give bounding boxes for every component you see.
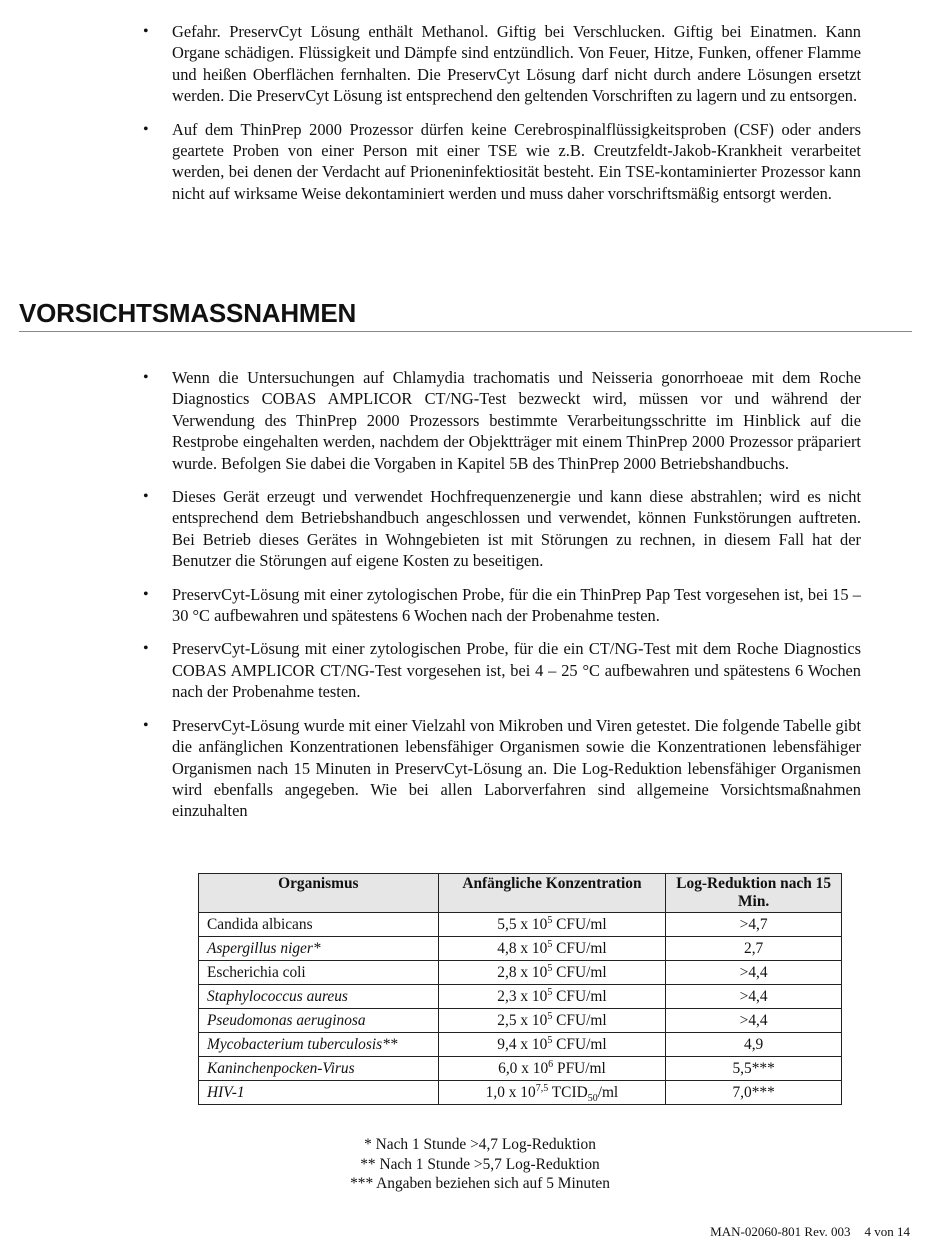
initial-concentration [438, 961, 666, 985]
header-log-reduction: Log-Reduktion nach 15 Min. [666, 874, 842, 913]
document-id: MAN-02060-801 Rev. 003 [710, 1224, 851, 1239]
page-number: 4 von 14 [864, 1224, 910, 1239]
warning-item-tse: • Auf dem ThinPrep 2000 Prozessor dürfen keine Cerebrospinalflüssigkeitsproben (CSF) oder anders geartete Proben von einer Person mit einer TSE wie z.B. Creutzfeldt-Jakob-Krankheit verarbeitet werden, bei denen der Verdacht auf Prioneninfektiosität besteht. Ein TSE-kontaminierter Prozessor kann nicht auf wirksame Weise dekontaminiert werden und muss daher vorschriftsmäßig entsorgt werden. [143, 119, 861, 205]
concentration-mantissa: 4,8 x 10 [497, 939, 548, 957]
log-reduction: 7,0*** [666, 1081, 842, 1105]
table-row [199, 1057, 842, 1081]
concentration-exp: 5 [547, 914, 553, 926]
concentration-mantissa: 2,5 x 10 [497, 1011, 548, 1029]
log-reduction: >4,7 [666, 913, 842, 937]
concentration-mantissa: 2,8 x 10 [497, 963, 548, 981]
table-footnotes [310, 1135, 650, 1194]
precaution-list [143, 367, 861, 834]
concentration-exp: 6 [548, 1058, 554, 1070]
organism-name: HIV-1 [199, 1081, 439, 1105]
initial-concentration [438, 985, 666, 1009]
precaution-item: • PreservCyt-Lösung mit einer zytologischen Probe, für die ein ThinPrep Pap Test vorgesehen ist, bei 15 – 30 °C aufbewahren und spätestens 6 Wochen nach der Probenahme testen. [143, 584, 861, 627]
initial-concentration [438, 913, 666, 937]
organism-table [198, 873, 842, 1105]
log-reduction: 5,5*** [666, 1057, 842, 1081]
concentration-mantissa: 6,0 x 10 [498, 1059, 549, 1077]
concentration-exp: 5 [547, 938, 553, 950]
initial-concentration [438, 1057, 666, 1081]
footnote: * Nach 1 Stunde >4,7 Log-Reduktion [364, 1136, 596, 1153]
concentration-unit: TCID [548, 1083, 588, 1101]
table-row [199, 937, 842, 961]
log-reduction: >4,4 [666, 1009, 842, 1033]
section-heading: VORSICHTSMASSNAHMEN [19, 296, 912, 332]
organism-name: Kaninchenpocken-Virus [199, 1057, 439, 1081]
concentration-exp: 7,5 [535, 1082, 549, 1094]
concentration-mantissa: 1,0 x 10 [485, 1083, 536, 1101]
concentration-unit: CFU/ml [552, 963, 607, 981]
initial-concentration [438, 1009, 666, 1033]
concentration-unit: CFU/ml [552, 1011, 607, 1029]
precaution-item: • Wenn die Untersuchungen auf Chlamydia trachomatis und Neisseria gonorrhoeae mit dem Roche Diagnostics COBAS AMPLICOR CT/NG-Test bezweckt wird, müssen vor und während der Verwendung des ThinPrep 2000 Prozessors bestimmte Verarbeitungsschritte im Hinblick auf die Restprobe eingehalten werden, nachdem der Objektträger mit einem ThinPrep 2000 Prozessor präpariert wurde. Befolgen Sie dabei die Vorgaben in Kapitel 5B des ThinPrep 2000 Betriebshandbuchs. [143, 367, 861, 474]
table-header-row [199, 874, 842, 913]
table-row [199, 913, 842, 937]
precaution-item: • PreservCyt-Lösung wurde mit einer Vielzahl von Mikroben und Viren getestet. Die folgende Tabelle gibt die anfänglichen Konzentrationen lebensfähiger Organismen sowie die Konzentrationen lebensfähiger Organismen nach 15 Minuten in PreservCyt-Lösung an. Die Log-Reduktion lebensfähiger Organismen wird ebenfalls angegeben. Wie bei allen Laborverfahren sind allgemeine Vorsichtsmaßnahmen einzuhalten [143, 715, 861, 822]
table-row [199, 1081, 842, 1105]
concentration-unit: CFU/ml [552, 987, 607, 1005]
table-body [199, 913, 842, 1105]
log-reduction: >4,4 [666, 985, 842, 1009]
concentration-exp: 5 [547, 1034, 553, 1046]
table-row [199, 985, 842, 1009]
initial-concentration [438, 1081, 666, 1105]
organism-name: Candida albicans [199, 913, 439, 937]
concentration-unit: CFU/ml [552, 915, 607, 933]
organism-name: Pseudomonas aeruginosa [199, 1009, 439, 1033]
log-reduction: 2,7 [666, 937, 842, 961]
concentration-exp: 5 [547, 986, 553, 998]
organism-name: Aspergillus niger* [199, 937, 439, 961]
concentration-mantissa: 5,5 x 10 [497, 915, 548, 933]
header-initial-concentration: Anfängliche Konzentration [438, 874, 666, 913]
concentration-mantissa: 9,4 x 10 [497, 1035, 548, 1053]
organism-name: Mycobacterium tuberculosis** [199, 1033, 439, 1057]
concentration-unit: CFU/ml [552, 1035, 607, 1053]
organism-name: Escherichia coli [199, 961, 439, 985]
warning-item-methanol: • Gefahr. PreservCyt Lösung enthält Methanol. Giftig bei Verschlucken. Giftig bei Einatmen. Kann Organe schädigen. Flüssigkeit und Dämpfe sind entzündlich. Von Feuer, Hitze, Funken, offener Flamme und heißen Oberflächen fernhalten. Die PreservCyt Lösung darf nicht durch andere Lösungen ersetzt werden. Die PreservCyt Lösung ist entsprechend den geltenden Vorschriften zu lagern und zu entsorgen. [143, 21, 861, 107]
header-organism: Organismus [199, 874, 439, 913]
concentration-unit: CFU/ml [552, 939, 607, 957]
concentration-exp: 5 [547, 1010, 553, 1022]
initial-concentration [438, 937, 666, 961]
organism-name: Staphylococcus aureus [199, 985, 439, 1009]
log-reduction: 4,9 [666, 1033, 842, 1057]
table-row [199, 961, 842, 985]
precaution-item: • Dieses Gerät erzeugt und verwendet Hochfrequenzenergie und kann diese abstrahlen; wird es nicht entsprechend dem Betriebshandbuch angeschlossen und verwendet, können Funkstörungen auftreten. Bei Betrieb dieses Gerätes in Wohngebieten ist mit Störungen zu rechnen, in diesem Fall hat der Benutzer die Störungen auf eigene Kosten zu beseitigen. [143, 486, 861, 572]
page-footer [710, 1224, 910, 1240]
concentration-sub: 50 [587, 1092, 598, 1104]
concentration-mantissa: 2,3 x 10 [497, 987, 548, 1005]
concentration-exp: 5 [547, 962, 553, 974]
table-row [199, 1009, 842, 1033]
footnote: ** Nach 1 Stunde >5,7 Log-Reduktion [360, 1155, 600, 1173]
concentration-unit-tail: /ml [597, 1083, 619, 1101]
concentration-unit: PFU/ml [553, 1059, 606, 1077]
precaution-item: • PreservCyt-Lösung mit einer zytologischen Probe, für die ein CT/NG-Test mit dem Roche Diagnostics COBAS AMPLICOR CT/NG-Test vorgesehen ist, bei 4 – 25 °C aufbewahren und spätestens 6 Wochen nach der Probenahme testen. [143, 638, 861, 702]
table-row [199, 1033, 842, 1057]
warning-list [143, 21, 861, 216]
footnote: *** Angaben beziehen sich auf 5 Minuten [350, 1175, 610, 1192]
log-reduction: >4,4 [666, 961, 842, 985]
initial-concentration [438, 1033, 666, 1057]
